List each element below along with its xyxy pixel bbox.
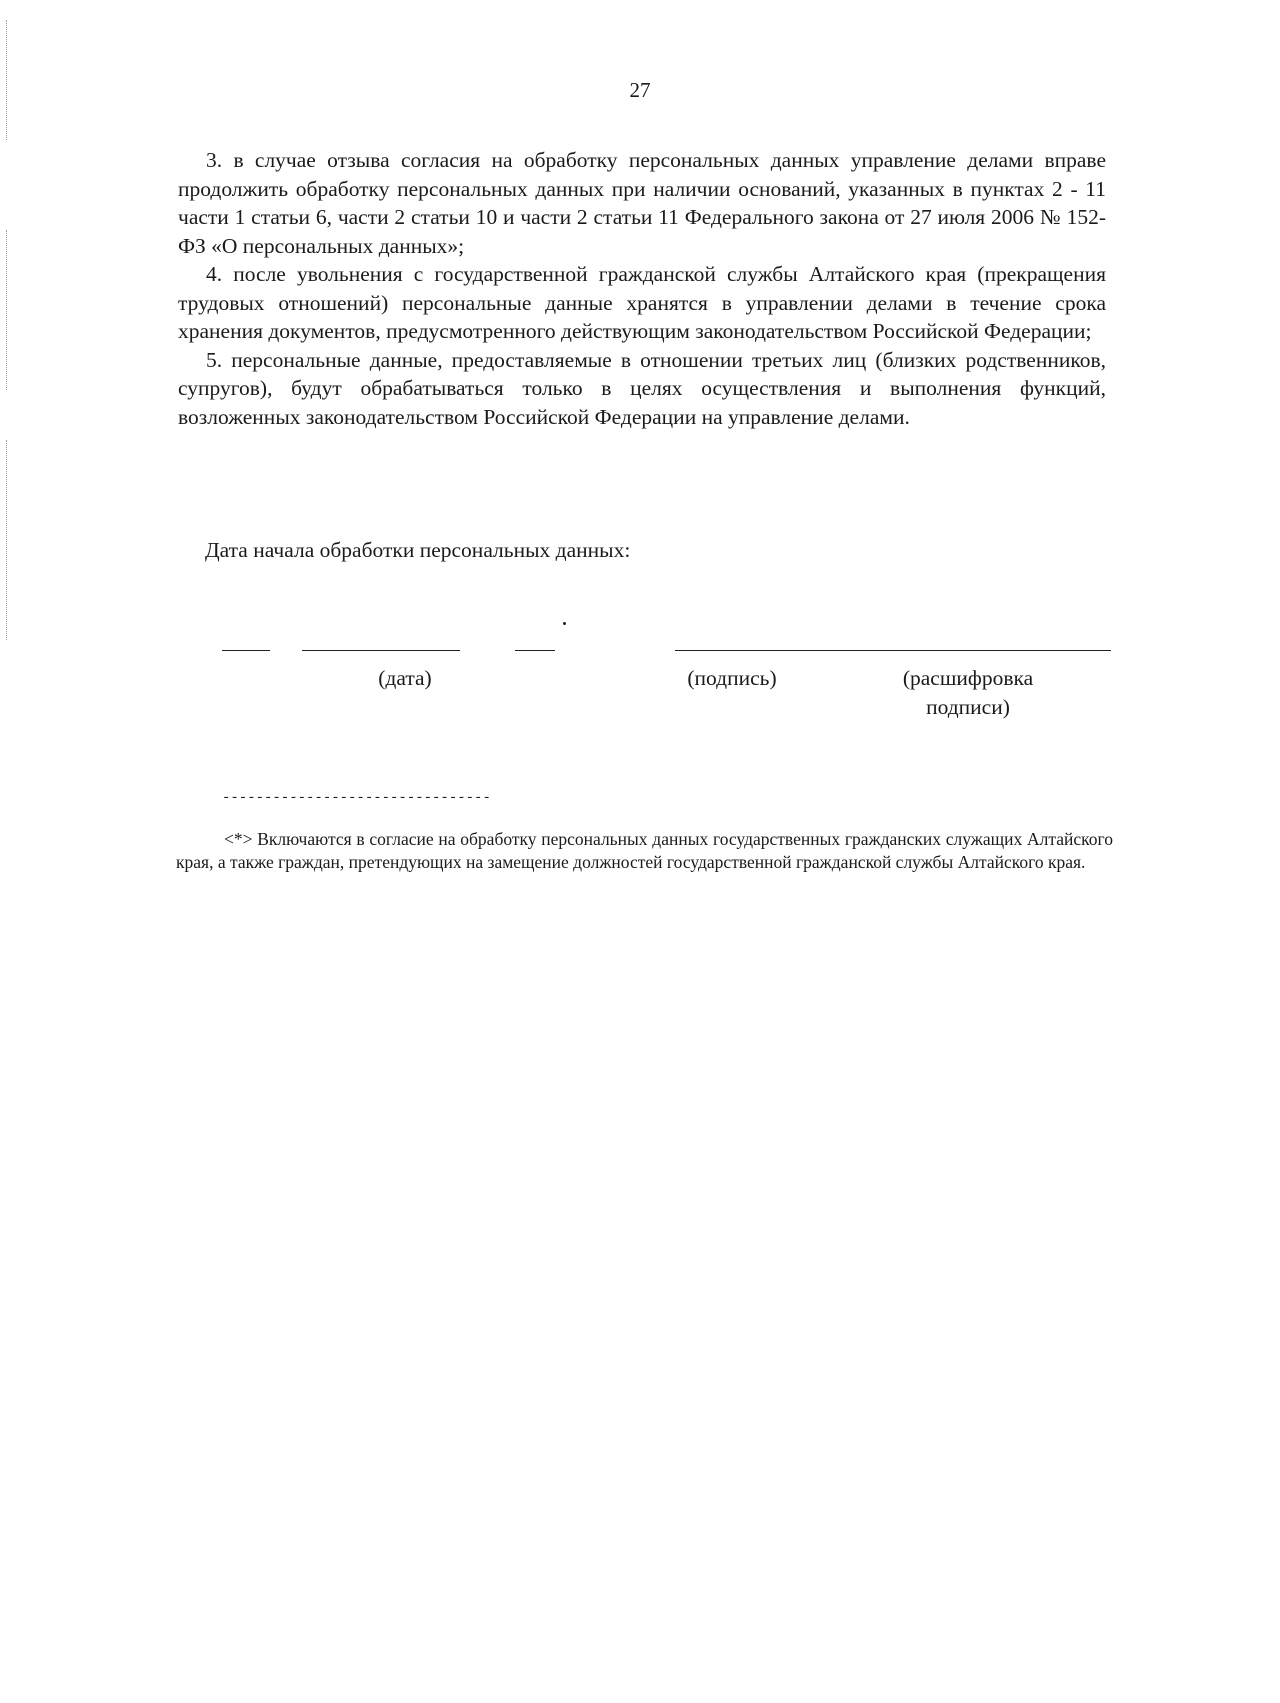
footnote	[176, 828, 1113, 874]
date-dot	[563, 622, 566, 625]
paragraph-3: 3. в случае отзыва согласия на обработку персональных данных управление делами вправе продолжить обработку персональных данных при наличии оснований, указанных в пунктах 2 - 11 части 1 статьи 6, части 2 статьи 10 и части 2 статьи 11 Федерального закона от 27 июля 2006 № 152-ФЗ «О персональных данных»;	[178, 148, 1106, 258]
footnote-separator: --------------------------------	[222, 790, 491, 806]
scan-margin-mark	[6, 440, 8, 640]
decoding-caption	[893, 664, 1043, 722]
signature-caption: (подпись)	[687, 666, 777, 690]
page-number: 27	[629, 78, 651, 102]
decoding-caption-line2: подписи)	[926, 695, 1010, 719]
footnote-text: <*> Включаются в согласие на обработку персональных данных государственных гражданских служащих Алтайского края, а также граждан, претендующих на замещение должностей государственной гражданской службы Алтайского края.	[176, 829, 1113, 872]
paragraph-4: 4. после увольнения с государственной гражданской службы Алтайского края (прекращения трудовых отношений) персональные данные хранятся в управлении делами в течение срока хранения документов, предусмотренного действующим законодательством Российской Федерации;	[178, 262, 1106, 343]
date-caption: (дата)	[378, 666, 432, 690]
document-body	[178, 146, 1106, 431]
date-day-line[interactable]	[222, 650, 270, 651]
date-month-line[interactable]	[302, 650, 460, 651]
date-start-label: Дата начала обработки персональных данных:	[205, 538, 631, 562]
decoding-caption-line1: (расшифровка	[902, 666, 1034, 690]
signature-line[interactable]	[675, 650, 1111, 651]
paragraph-5: 5. персональные данные, предоставляемые в отношении третьих лиц (близких родственников, супругов), будут обрабатываться только в целях осуществления и выполнения функций, возложенных законодательством Российской Федерации на управление делами.	[178, 347, 1106, 429]
date-year-line[interactable]	[515, 650, 555, 651]
scan-margin-mark	[6, 230, 8, 390]
